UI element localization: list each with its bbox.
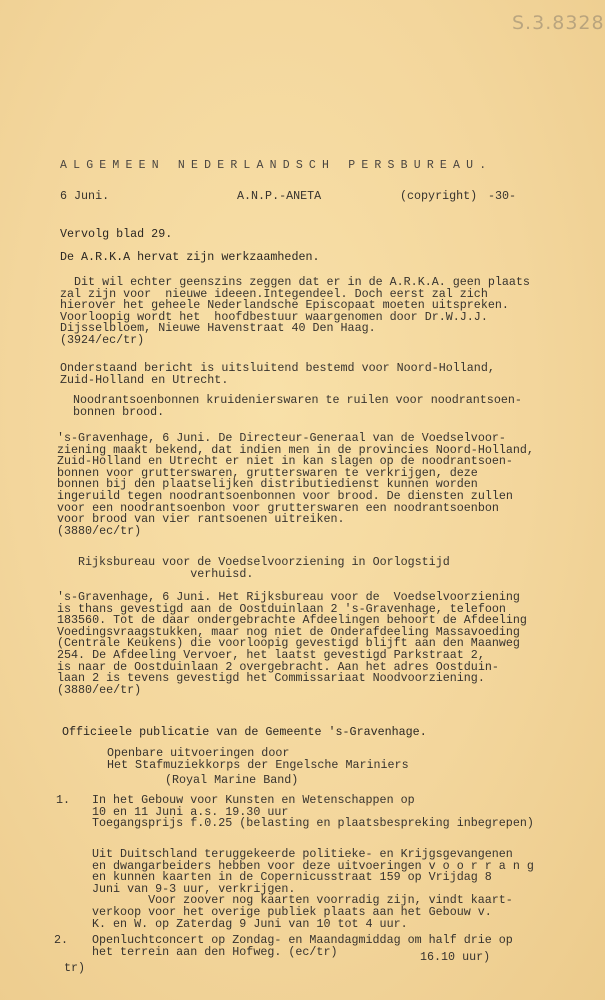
arka-body: Dit wil echter geenszins zeggen dat er in de A.R.K.A. geen plaats zal zijn voor nieuwe ideeen.Integendeel. Doch eerst zal zich hierover het geheele Nederlandsche Episcopaat moeten uitspreken. Voorloopig wordt het hoofdbestuur waargenomen door Dr.W.J.J. Dijsselbloem, Nieuwe Havenstraat 40 Den Haag. (3924/ec/tr) bbox=[60, 275, 530, 347]
item-text: Openluchtconcert op Zondag- en Maandagmiddag om half drie op het terrein aan den Hofweg. (ec/tr) bbox=[92, 933, 513, 959]
band-name: (Royal Marine Band) bbox=[165, 773, 299, 787]
agency-code: A.N.P.-ANETA bbox=[237, 189, 322, 203]
dateline: 6 Juni. bbox=[60, 189, 110, 203]
item-number: 1. bbox=[56, 793, 71, 807]
rijksbureau-body: 's-Gravenhage, 6 Juni. Het Rijksbureau voor de Voedselvoorziening is thans gevestigd aan de Oostduinlaan 2 's-Gravenhage, telefoon 183560. Tot de daar ondergebrachte Afdeelingen behoort de Afdeeling Voedingsvraagstukken, maar nog niet de Onderafdeeling Massavoeding (Centrale Keukens) die voorloopig gevestigd blijft aan den Maanweg 254. De Afdeeling Vervoer, het laatst gevestigd Parkstraat 2, is naar de Oostduinlaan 2 overgebracht. Aan het adres Oostduin- laan 2 is tevens gevestigd het Commissariaat Noodvoorziening. (3880/ee/tr) bbox=[57, 590, 527, 697]
continued-note: Vervolg blad 29. bbox=[60, 227, 173, 241]
time-note: 16.10 uur) bbox=[420, 950, 491, 964]
regional-notice: Onderstaand bericht is uitsluitend bestemd voor Noord-Holland, Zuid-Holland en Utrecht. bbox=[60, 361, 495, 387]
page-number: -30- bbox=[488, 189, 517, 203]
ration-body: 's-Gravenhage, 6 Juni. De Directeur-Generaal van de Voedselvoor- ziening maakt bekend, dat indien men in de provincies Noord-Holland, Zuid-Holland en Utrecht er niet in kan slagen op de noodrantsoen- bonnen voor grutterswaren, grutterswaren te verkrijgen, deze bonnen bij den plaatselijken distributiedienst kunnen worden ingeruild tegen noodrantsoenbonnen voor brood. De diensten zullen voor een noodrantsoenbon voor grutterswaren een noodrantsoenbon voor brood van vier rantsoenen uitreiken. (3880/ec/tr) bbox=[57, 431, 534, 538]
publication-subheading: Openbare uitvoeringen door Het Stafmuziekkorps der Engelsche Mariniers bbox=[107, 746, 409, 772]
rijksbureau-heading: Rijksbureau voor de Voedselvoorziening in Oorlogstijd verhuisd. bbox=[78, 555, 450, 581]
agency-letterhead: ALGEMEEN NEDERLANDSCH PERSBUREAU. bbox=[60, 159, 493, 172]
item-text: In het Gebouw voor Kunsten en Wetenschappen op 10 en 11 Juni a.s. 19.30 uur Toegangsprijs f.0.25 (belasting en plaatsbespreking inbegrepen) bbox=[92, 793, 534, 831]
ration-heading: Noodrantsoenbonnen kruidenierswaren te ruilen voor noodrantsoen- bonnen brood. bbox=[73, 393, 522, 419]
arka-heading: De A.R.K.A hervat zijn werkzaamheden. bbox=[60, 250, 320, 264]
footer-code: tr) bbox=[64, 961, 86, 975]
copyright-label: (copyright) bbox=[400, 189, 478, 203]
publication-heading: Officieele publicatie van de Gemeente 's-Gravenhage. bbox=[62, 725, 427, 739]
item-number: 2. bbox=[54, 933, 69, 947]
item-text: Uit Duitschland teruggekeerde politieke- en Krijgsgevangenen en dwangarbeiders hebben voor deze uitvoeringen v o o r r a n g en kunnen kaarten in de Copernicusstraat 159 op Vrijdag 8 Juni van 9-3 uur, verkrijgen. Voor zoover nog kaarten voorradig zijn, vindt kaart- verkoop voor het overige publiek plaats aan het Gebouw v. K. en W. op Zaterdag 9 Juni van 10 tot 4 uur. bbox=[92, 847, 534, 931]
archive-pencil-mark: S.3.8328 bbox=[512, 12, 605, 34]
